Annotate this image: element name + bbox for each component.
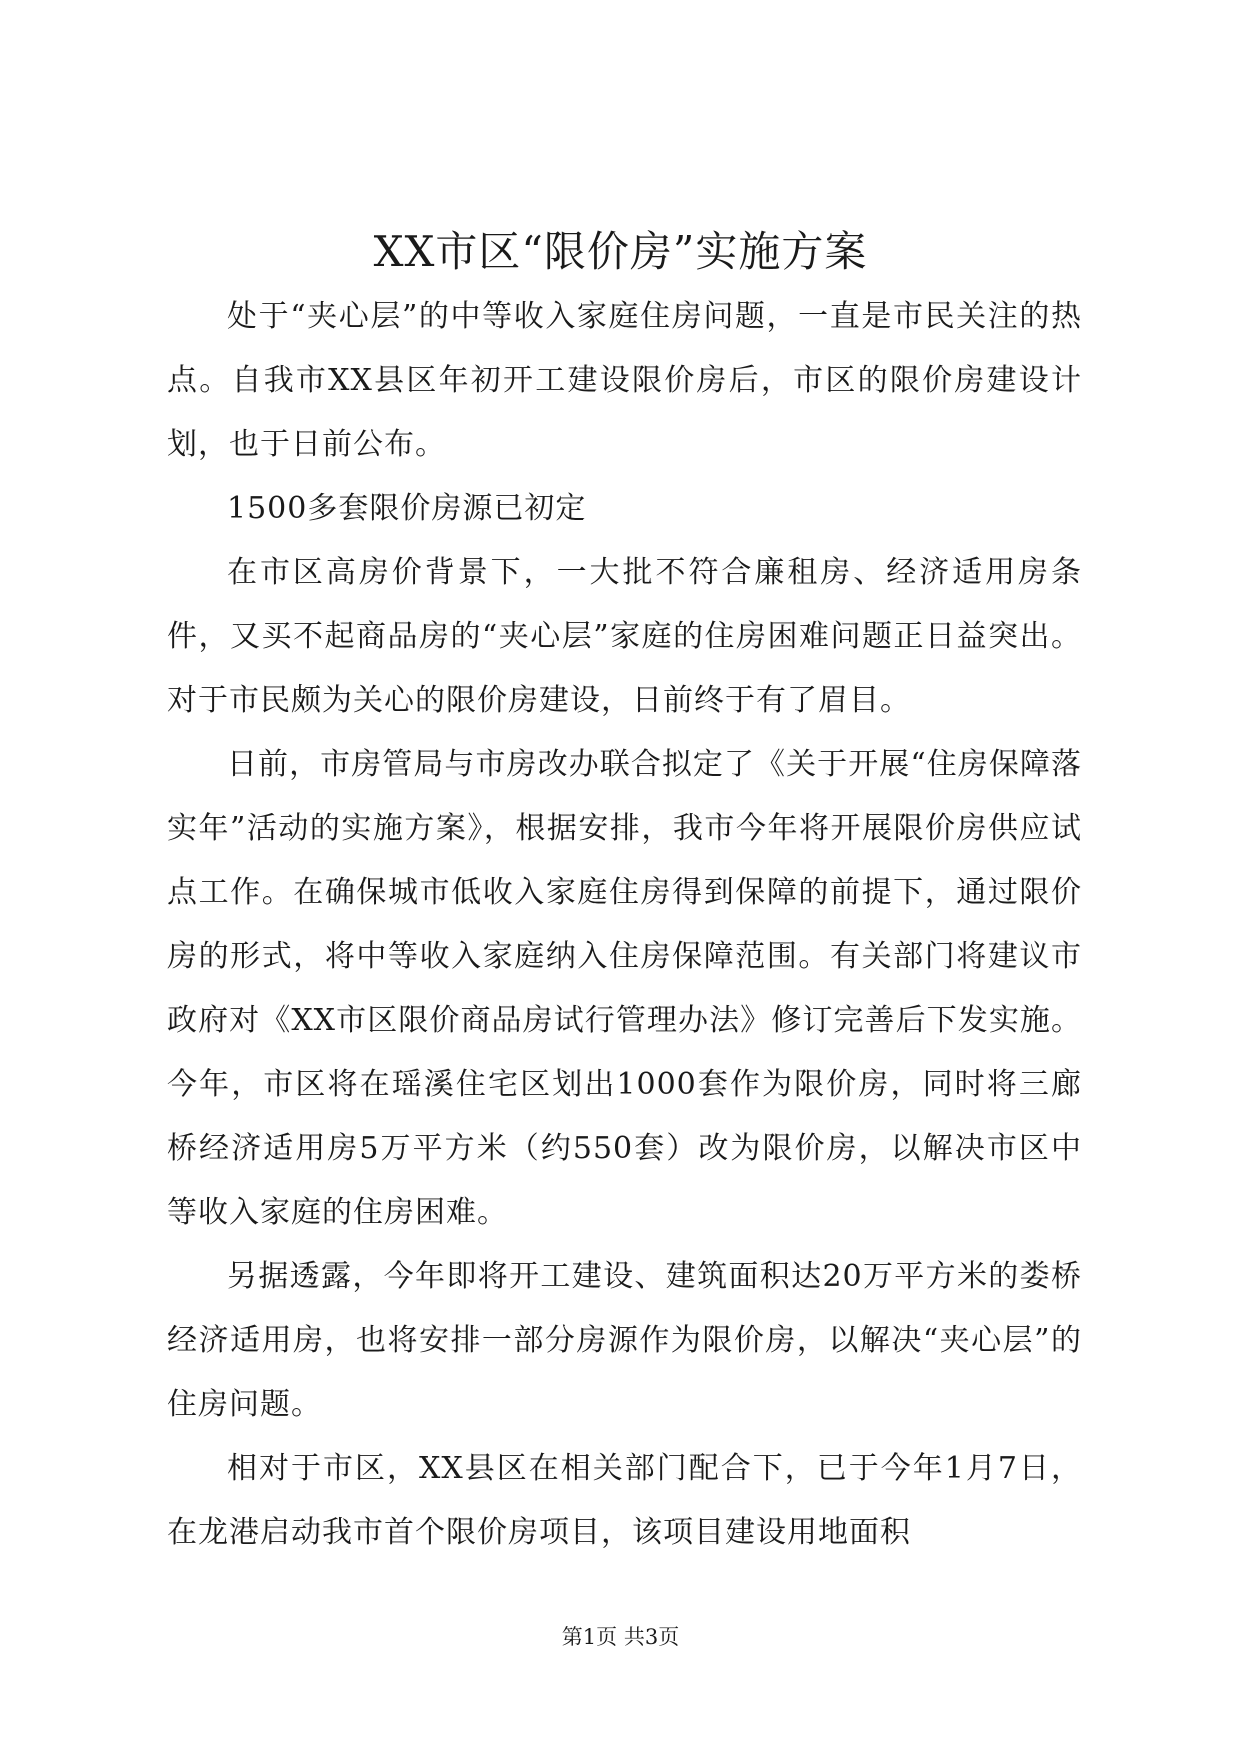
document-body: [167, 285, 1082, 1565]
paragraph-plan: 日前，市房管局与市房改办联合拟定了《关于开展“住房保障落实年”活动的实施方案》，根据安排，我市今年将开展限价房供应试点工作。在确保城市低收入家庭住房得到保障的前提下，通过限价房的形式，将中等收入家庭纳入住房保障范围。有关部门将建议市政府对《XX市区限价商品房试行管理办法》修订完善后下发实施。今年，市区将在瑶溪住宅区划出1000套作为限价房，同时将三廊桥经济适用房5万平方米（约550套）改为限价房，以解决市区中等收入家庭的住房困难。: [167, 747, 1082, 1230]
page-number-footer: 第1页 共3页: [561, 1625, 680, 1649]
document-title: XX市区“限价房”实施方案: [373, 227, 868, 276]
paragraph-subheading: 1500多套限价房源已初定: [227, 491, 587, 526]
paragraph-county: 相对于市区，XX县区在相关部门配合下，已于今年1月7日，在龙港启动我市首个限价房项目，该项目建设用地面积: [167, 1451, 1082, 1550]
paragraph-background: 在市区高房价背景下，一大批不符合廉租房、经济适用房条件，又买不起商品房的“夹心层”家庭的住房困难问题正日益突出。对于市民颇为关心的限价房建设，日前终于有了眉目。: [167, 555, 1082, 718]
paragraph-intro: 处于“夹心层”的中等收入家庭住房问题，一直是市民关注的热点。自我市XX县区年初开工建设限价房后，市区的限价房建设计划，也于日前公布。: [167, 299, 1082, 462]
paragraph-louqiao: 另据透露，今年即将开工建设、建筑面积达20万平方米的娄桥经济适用房，也将安排一部分房源作为限价房，以解决“夹心层”的住房问题。: [167, 1259, 1082, 1422]
